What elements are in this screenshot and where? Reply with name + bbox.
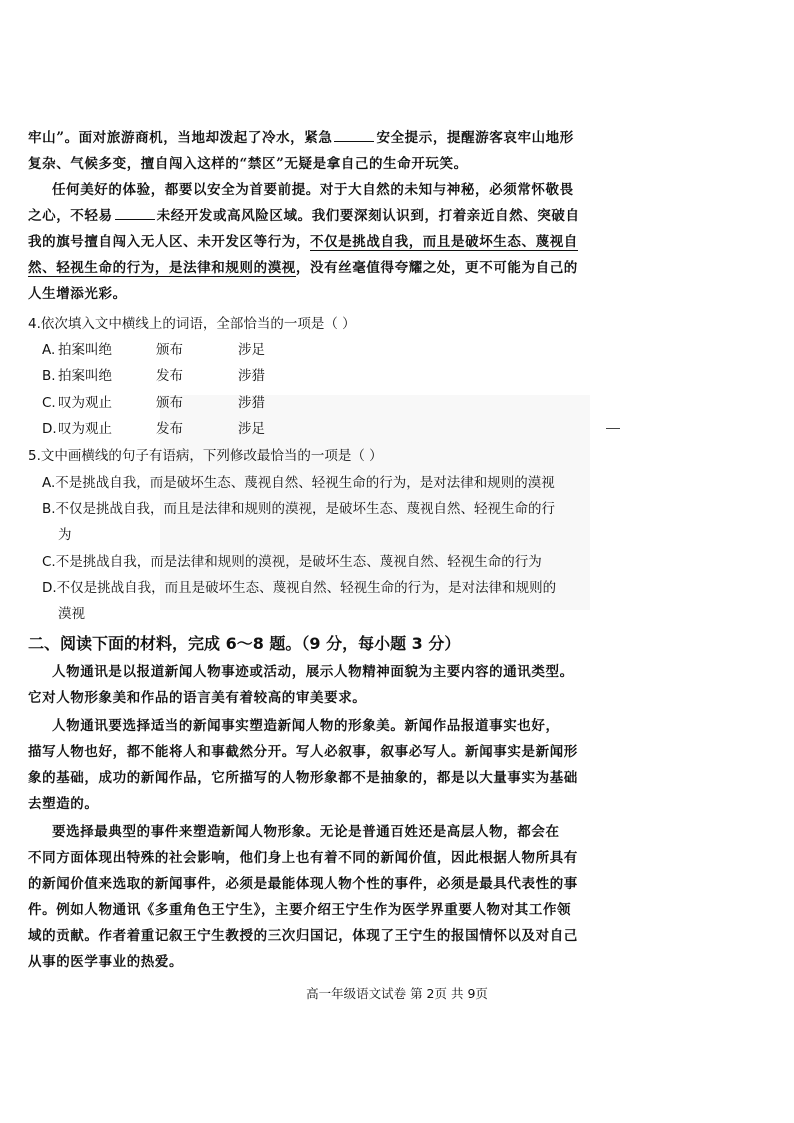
option-word: 叹为观止 xyxy=(58,421,112,437)
option-label: B. xyxy=(42,368,56,384)
passage-line: 的新闻价值来选取的新闻事件，必须是最能体现人物个性的事件，必须是最具代表性的事 xyxy=(28,876,578,892)
fill-blank xyxy=(115,207,155,220)
passage-line: 人物通讯是以报道新闻人物事迹或活动，展示人物精神面貌为主要内容的通讯类型。 xyxy=(52,664,574,680)
underlined-sentence: 不仅是挑战自我，而且是破坏生态、蔑视自 xyxy=(310,234,578,250)
passage-line: 人生增添光彩。 xyxy=(28,286,127,302)
option-word: 发布 xyxy=(156,368,183,384)
option-word: 涉足 xyxy=(238,342,265,358)
page-footer: 高一年级语文试卷 第 2页 共 9页 xyxy=(306,986,488,1001)
passage-line: 牢山”。面对旅游商机，当地却泼起了冷水，紧急 安全提示，提醒游客哀牢山地形 xyxy=(28,130,574,146)
fill-blank xyxy=(334,129,374,142)
question-4-stem: 4.依次填入文中横线上的词语，全部恰当的一项是（ ） xyxy=(28,316,356,332)
option-label: D. xyxy=(42,421,57,437)
passage-line: 从事的医学事业的热爱。 xyxy=(28,954,184,970)
option-word: 颁布 xyxy=(156,395,183,411)
passage-line: 要选择最典型的事件来塑造新闻人物形象。无论是普通百姓还是高层人物，都会在 xyxy=(52,824,560,840)
option-word: 拍案叫绝 xyxy=(58,368,112,384)
passage-line: 它对人物形象美和作品的语言美有着较高的审美要求。 xyxy=(28,690,367,706)
option-word: 涉猎 xyxy=(238,395,265,411)
option-word: 涉足 xyxy=(238,421,265,437)
option-word: 颁布 xyxy=(156,342,183,358)
passage-line: 之心，不轻易 未经开发或高风险区域。我们要深刻认识到，打着亲近自然、突破自 xyxy=(28,208,580,224)
option-word: 叹为观止 xyxy=(58,395,112,411)
passage-line: 人物通讯要选择适当的新闻事实塑造新闻人物的形象美。新闻作品报道事实也好， xyxy=(52,718,560,734)
q5-option-d[interactable]: D.不仅是挑战自我，而且是破坏生态、蔑视自然、轻视生命的行为，是对法律和规则的 xyxy=(42,580,557,596)
passage-line: 复杂、气候多变，擅自闯入这样的“禁区”无疑是拿自己的生命开玩笑。 xyxy=(28,156,468,172)
option-word: 拍案叫绝 xyxy=(58,342,112,358)
option-label: A. xyxy=(42,342,56,358)
q5-option-d-cont: 漠视 xyxy=(58,606,85,622)
q5-option-a[interactable]: A.不是挑战自我，而是破坏生态、蔑视自然、轻视生命的行为，是对法律和规则的漠视 xyxy=(42,475,555,491)
q5-option-b-cont: 为 xyxy=(58,527,72,543)
option-word: 发布 xyxy=(156,421,183,437)
section-2-title: 二、阅读下面的材料，完成 6～8 题。（9 分，每小题 3 分） xyxy=(28,634,461,653)
passage-line: 象的基础，成功的新闻作品，它所描写的人物形象都不是抽象的，都是以大量事实为基础 xyxy=(28,770,578,786)
option-word: 涉猎 xyxy=(238,368,265,384)
passage-line: 去塑造的。 xyxy=(28,796,99,812)
question-5-stem: 5.文中画横线的句子有语病，下列修改最恰当的一项是（ ） xyxy=(28,448,383,464)
passage-line: 不同方面体现出特殊的社会影响，他们身上也有着不同的新闻价值，因此根据人物所具有 xyxy=(28,850,578,866)
option-label: C. xyxy=(42,395,56,411)
passage-line: 描写人物也好，都不能将人和事截然分开。写人必叙事，叙事必写人。新闻事实是新闻形 xyxy=(28,744,578,760)
passage-line: 然、轻视生命的行为，是法律和规则的漠视，没有丝毫值得夸耀之处，更不可能为自己的 xyxy=(28,260,578,276)
scan-mark xyxy=(606,428,620,429)
passage-line: 域的贡献。作者着重记叙王宁生教授的三次归国记，体现了王宁生的报国情怀以及对自己 xyxy=(28,928,578,944)
q5-option-b[interactable]: B.不仅是挑战自我，而且是法律和规则的漠视，是破坏生态、蔑视自然、轻视生命的行 xyxy=(42,501,556,517)
passage-line: 任何美好的体验，都要以安全为首要前提。对于大自然的未知与神秘，必须常怀敬畏 xyxy=(52,182,574,198)
underlined-sentence: 然、轻视生命的行为，是法律和规则的漠视 xyxy=(28,260,296,276)
passage-line: 件。例如人物通讯《多重角色王宁生》，主要介绍王宁生作为医学界重要人物对其工作领 xyxy=(28,902,572,918)
passage-line: 我的旗号擅自闯入无人区、未开发区等行为，不仅是挑战自我，而且是破坏生态、蔑视自 xyxy=(28,234,578,250)
q5-option-c[interactable]: C.不是挑战自我，而是法律和规则的漠视，是破坏生态、蔑视自然、轻视生命的行为 xyxy=(42,554,542,570)
